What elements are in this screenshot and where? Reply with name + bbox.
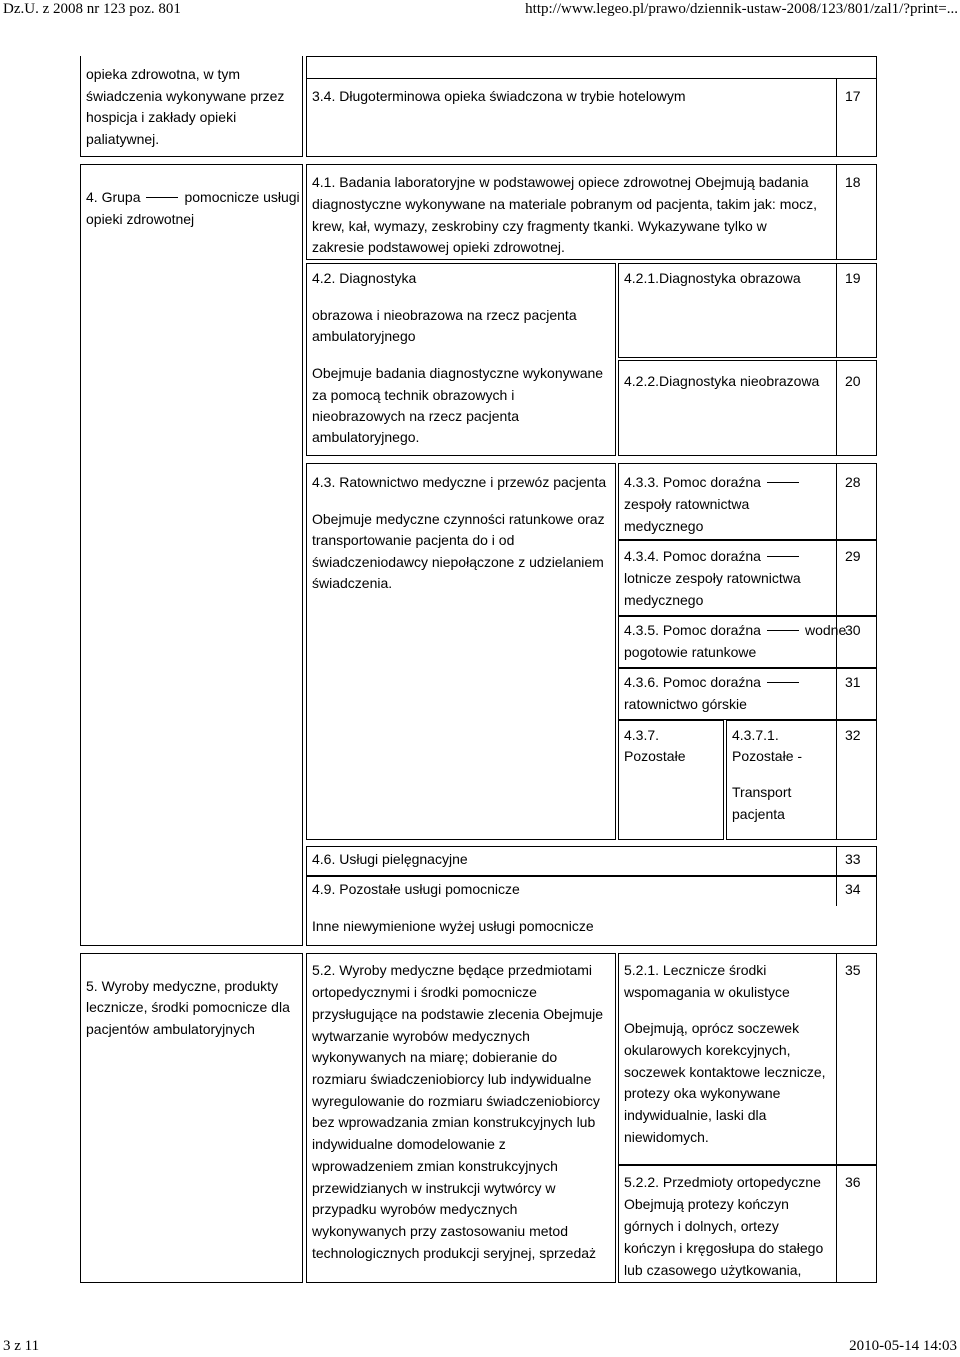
item-5-2-line: wyregulowanie do rozmiaru świadczeniobiorcy xyxy=(312,1093,600,1109)
group-4-name: pomocnicze usługi xyxy=(184,189,300,205)
item-4-3-5-line xyxy=(624,620,846,642)
code-32: 32 xyxy=(845,727,861,743)
item-5-2-1-desc: okularowych korekcyjnych, xyxy=(624,1042,791,1058)
item-4-3-6-line: ratownictwo górskie xyxy=(624,696,747,712)
row-5-521-code-divider xyxy=(836,953,837,1165)
item-5-2-1-line: 5.2.1. Lecznicze środki xyxy=(624,962,767,978)
print-header xyxy=(0,0,960,22)
row-4-group-line xyxy=(86,187,300,209)
item-4-2-desc2: ambulatoryjnego. xyxy=(312,429,420,445)
item-5-2-1-desc: soczewek kontaktowe lecznicze, xyxy=(624,1064,826,1080)
item-5-2-line: przysługujące na podstawie zlecenia Obejmuje xyxy=(312,1006,604,1022)
item-4-2-desc2: Obejmuje badania diagnostyczne wykonywane xyxy=(312,365,604,381)
item-4-3-3-line: zespoły ratownictwa xyxy=(624,496,750,512)
item-4-9-desc: Inne niewymienione wyżej usługi pomocnicze xyxy=(312,918,594,934)
row-4-4371-code-divider xyxy=(836,720,837,840)
item-5-2-line: bez wprowadzania zmian konstrukcyjnych lub xyxy=(312,1114,596,1130)
item-5-2-line: indywidualne domodelowanie z xyxy=(312,1136,506,1152)
item-4-1-line: diagnostyczne wykonywane na materiale pobranym od pacjenta, takim jak: mocz, xyxy=(312,196,818,212)
item-4-3-desc: świadczeniodawcy niepołączone z udzielaniem xyxy=(312,554,604,570)
code-18: 18 xyxy=(845,174,861,190)
code-20: 20 xyxy=(845,373,861,389)
item-4-2-desc: obrazowa i nieobrazowa na rzecz pacjenta xyxy=(312,307,577,323)
item-5-2-1-desc: niewidomych. xyxy=(624,1129,709,1145)
code-17: 17 xyxy=(845,88,861,104)
item-4-2-desc2: za pomocą technik obrazowych i xyxy=(312,387,515,403)
item-4-3-6-line xyxy=(624,672,805,694)
row-5-522-code-divider xyxy=(836,1165,837,1283)
table-top-edge xyxy=(306,56,877,78)
row-4-group-cell xyxy=(80,164,303,946)
item-4-2-title: 4.2. Diagnostyka xyxy=(312,270,417,286)
row-3-group-line: świadczenia wykonywane przez xyxy=(86,88,285,104)
item-4-9-label: 4.9. Pozostałe usługi pomocnicze xyxy=(312,881,520,897)
code-34: 34 xyxy=(845,881,861,897)
print-datetime: 2010-05-14 14:03 xyxy=(849,1338,957,1354)
row-5-group-line: lecznicze, środki pomocnicze dla xyxy=(86,999,290,1015)
row-4-41-code-divider xyxy=(836,164,837,260)
row-3-group-line: paliatywnej. xyxy=(86,131,160,147)
item-4-3-7-line: Pozostałe xyxy=(624,748,686,764)
row-3-group-line: hospicja i zakłady opieki xyxy=(86,109,237,125)
row-3-group-line: opieka zdrowotna, w tym xyxy=(86,66,241,82)
item-4-2-1-label: 4.2.1.Diagnostyka obrazowa xyxy=(624,270,801,286)
item-5-2-line: technologicznych produkcji seryjnej, sprzedaż xyxy=(312,1245,597,1261)
row-4-421-code-divider xyxy=(836,263,837,358)
item-5-2-1-desc: protezy oka wykonywane xyxy=(624,1085,781,1101)
item-4-2-desc2: nieobrazowych na rzecz pacjenta xyxy=(312,408,520,424)
item-5-2-1-desc: Obejmują, oprócz soczewek xyxy=(624,1020,800,1036)
item-5-2-line: wprowadzeniem zmian konstrukcyjnych xyxy=(312,1158,558,1174)
item-4-3-5-line: pogotowie ratunkowe xyxy=(624,644,757,660)
item-4-3-7-1-line: pacjenta xyxy=(732,806,785,822)
item-4-6-label: 4.6. Usługi pielęgnacyjne xyxy=(312,851,468,867)
item-4-3-4-line: lotnicze zespoły ratownictwa xyxy=(624,570,801,586)
item-4-3-3-line xyxy=(624,472,805,494)
item-4-3-desc: transportowanie pacjenta do i od xyxy=(312,532,515,548)
item-5-2-line: rozmiaru świadczeniobiorcy lub indywidualne xyxy=(312,1071,592,1087)
item-5-2-2-line: Obejmują protezy kończyn xyxy=(624,1196,789,1212)
item-4-3-4-line: medycznego xyxy=(624,592,704,608)
row-4-422-code-divider xyxy=(836,360,837,456)
code-35: 35 xyxy=(845,962,861,978)
code-33: 33 xyxy=(845,851,861,867)
item-4-3-7-1-line: Pozostałe - xyxy=(732,748,803,764)
source-citation: Dz.U. z 2008 nr 123 poz. 801 xyxy=(3,1,181,17)
print-footer xyxy=(0,1335,960,1357)
code-36: 36 xyxy=(845,1174,861,1190)
row-4-49-code-divider xyxy=(836,876,837,906)
item-4-2-desc: ambulatoryjnego xyxy=(312,328,416,344)
source-url: http://www.legeo.pl/prawo/dziennik-ustaw-2008/123/801/zal1/?print=... xyxy=(525,1,958,17)
item-4-3-5-suffix: wodne xyxy=(804,622,847,638)
item-4-3-title: 4.3. Ratownictwo medyczne i przewóz pacjenta xyxy=(312,474,607,490)
code-30: 30 xyxy=(845,622,861,638)
item-4-3-3-line: medycznego xyxy=(624,518,704,534)
row-4-434-code-divider xyxy=(836,540,837,616)
item-3-4-label: 3.4. Długoterminowa opieka świadczona w trybie hotelowym xyxy=(312,88,686,104)
item-5-2-2-line: górnych i dolnych, ortezy xyxy=(624,1218,779,1234)
row-4-46-code-divider xyxy=(836,846,837,876)
item-4-3-desc: Obejmuje medyczne czynności ratunkowe oraz xyxy=(312,511,605,527)
row-5-group-line: pacjentów ambulatoryjnych xyxy=(86,1021,255,1037)
dash-icon xyxy=(146,197,178,198)
row-4-436-code-divider xyxy=(836,668,837,720)
code-31: 31 xyxy=(845,674,861,690)
code-19: 19 xyxy=(845,270,861,286)
item-5-2-1-line: wspomagania w okulistyce xyxy=(624,984,790,1000)
item-4-1-line: krew, kał, wymazy, zeskrobiny czy fragmenty tkanki. Wykazywane tylko w xyxy=(312,218,767,234)
item-4-2-2-label: 4.2.2.Diagnostyka nieobrazowa xyxy=(624,373,820,389)
item-4-1-line: zakresie podstawowej opieki zdrowotnej. xyxy=(312,239,565,255)
item-4-3-6-label: 4.3.6. Pomoc doraźna xyxy=(624,674,761,690)
item-4-3-desc: świadczenia. xyxy=(312,575,393,591)
item-4-3-7-line: 4.3.7. xyxy=(624,727,660,743)
item-5-2-line: przewidzianych w instrukcji wytwórcy w xyxy=(312,1180,556,1196)
item-5-2-line: przypadku wyrobów medycznych xyxy=(312,1201,518,1217)
item-4-3-7-1-line: Transport xyxy=(732,784,792,800)
code-29: 29 xyxy=(845,548,861,564)
code-28: 28 xyxy=(845,474,861,490)
item-5-2-line: ortopedycznymi i środki pomocnicze xyxy=(312,984,537,1000)
item-4-3-3-label: 4.3.3. Pomoc doraźna xyxy=(624,474,761,490)
item-5-2-1-desc: indywidualnie, laski dla xyxy=(624,1107,767,1123)
item-4-3-7-1-line: 4.3.7.1. xyxy=(732,727,779,743)
item-5-2-line: 5.2. Wyroby medyczne będące przedmiotami xyxy=(312,962,592,978)
item-4-3-5-label: 4.3.5. Pomoc doraźna xyxy=(624,622,761,638)
row-3-code-divider xyxy=(836,78,837,157)
item-4-3-4-label: 4.3.4. Pomoc doraźna xyxy=(624,548,761,564)
item-5-2-line: wykonywanych przy zastosowaniu metod xyxy=(312,1223,569,1239)
row-5-group-line: 5. Wyroby medyczne, produkty xyxy=(86,978,279,994)
page-counter: 3 z 11 xyxy=(3,1338,40,1354)
item-5-2-2-line: lub czasowego użytkowania, xyxy=(624,1262,802,1278)
item-4-1-line: 4.1. Badania laboratoryjne w podstawowej opiece zdrowotnej Obejmują badania xyxy=(312,174,809,190)
item-5-2-2-line: kończyn i kręgosłupa do stałego xyxy=(624,1240,824,1256)
row-4-433-code-divider xyxy=(836,463,837,540)
row-4-group-line: opieki zdrowotnej xyxy=(86,211,195,227)
group-4-number: 4. Grupa xyxy=(86,189,141,205)
dash-icon xyxy=(767,482,799,483)
dash-icon xyxy=(767,630,799,631)
item-5-2-line: wytwarzanie wyrobów medycznych xyxy=(312,1028,530,1044)
dash-icon xyxy=(767,682,799,683)
dash-icon xyxy=(767,556,799,557)
item-5-2-line: wykonywanych na miarę; dobieranie do xyxy=(312,1049,558,1065)
item-5-2-2-line: 5.2.2. Przedmioty ortopedyczne xyxy=(624,1174,821,1190)
item-4-3-4-line xyxy=(624,546,805,568)
